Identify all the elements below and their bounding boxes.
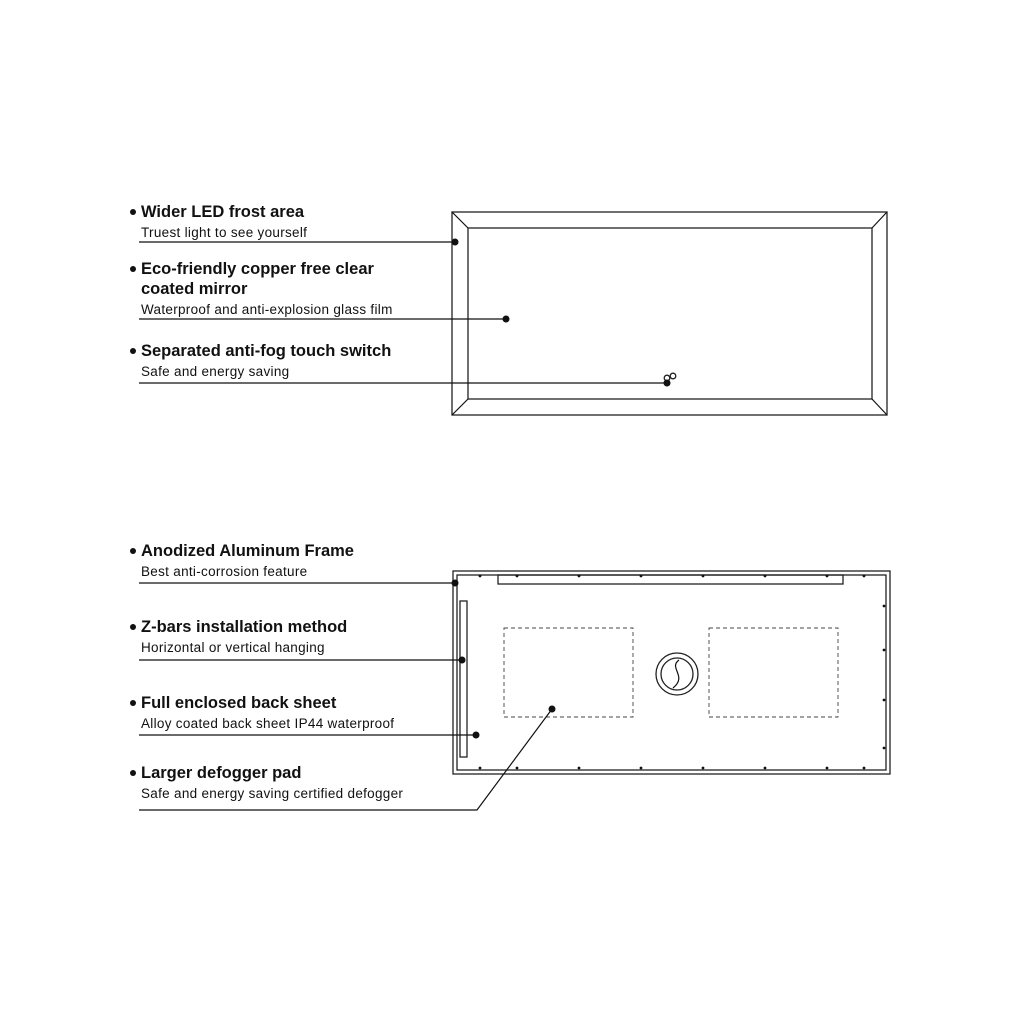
frame-bevel-tr (872, 212, 887, 228)
defogger-pad-left (504, 628, 633, 717)
led-frost-area (468, 228, 872, 399)
cable-connector-icon (656, 653, 698, 695)
screw-dot (640, 767, 643, 770)
screw-dot (479, 575, 482, 578)
frame-bevel-bl (452, 399, 468, 415)
screw-dot (702, 767, 705, 770)
callout-title: Anodized Aluminum Frame (130, 541, 354, 561)
screw-dot (764, 767, 767, 770)
screw-dot (883, 649, 886, 652)
callout-title: Full enclosed back sheet (130, 693, 394, 713)
callout-title: Eco-friendly copper free clear coated mirror (130, 259, 421, 299)
screw-dot (883, 699, 886, 702)
screw-dot (826, 575, 829, 578)
screw-dot (516, 575, 519, 578)
back-sheet (457, 575, 886, 770)
screw-dot (863, 767, 866, 770)
callout-title: Larger defogger pad (130, 763, 403, 783)
callout-z-bars (130, 617, 347, 656)
callout-touch-switch (130, 341, 391, 380)
leader-dot-7 (549, 706, 556, 713)
leader-dot-3 (664, 380, 671, 387)
callout-back-sheet (130, 693, 394, 732)
leader-dot-1 (452, 239, 459, 246)
screw-dot (883, 747, 886, 750)
callout-title: Wider LED frost area (130, 202, 307, 222)
callout-aluminum-frame (130, 541, 354, 580)
callout-defogger-pad (130, 763, 403, 802)
callout-subtitle: Truest light to see yourself (141, 225, 308, 240)
callout-subtitle: Alloy coated back sheet IP44 waterproof (141, 716, 395, 731)
touch-switch-icon (664, 373, 676, 381)
screw-dot (578, 767, 581, 770)
screw-dots (479, 575, 886, 770)
callout-subtitle: Waterproof and anti-explosion glass film (141, 302, 393, 317)
defogger-pad-right (709, 628, 838, 717)
screw-dot (702, 575, 705, 578)
screw-dot (516, 767, 519, 770)
screw-dot (863, 575, 866, 578)
leader-dot-2 (503, 316, 510, 323)
top-z-bar (498, 575, 843, 584)
frame-bevel-br (872, 399, 887, 415)
leader-dot-5 (459, 657, 466, 664)
callout-title: Z-bars installation method (130, 617, 347, 637)
callout-subtitle: Safe and energy saving (141, 364, 290, 379)
screw-dot (826, 767, 829, 770)
screw-dot (883, 605, 886, 608)
screw-dot (640, 575, 643, 578)
callout-coated-mirror (130, 259, 421, 318)
leader-dot-6 (473, 732, 480, 739)
callout-subtitle: Horizontal or vertical hanging (141, 640, 325, 655)
callout-subtitle: Safe and energy saving certified defogger (141, 786, 404, 801)
leader-dot-4 (452, 580, 459, 587)
aluminum-frame (453, 571, 890, 774)
screw-dot (578, 575, 581, 578)
frame-bevel-tl (452, 212, 468, 228)
callout-subtitle: Best anti-corrosion feature (141, 564, 308, 579)
callout-led-frost-area (130, 202, 307, 241)
screw-dot (764, 575, 767, 578)
back-mirror (453, 571, 890, 774)
side-z-bar (460, 601, 467, 757)
screw-dot (479, 767, 482, 770)
callout-title: Separated anti-fog touch switch (130, 341, 391, 361)
